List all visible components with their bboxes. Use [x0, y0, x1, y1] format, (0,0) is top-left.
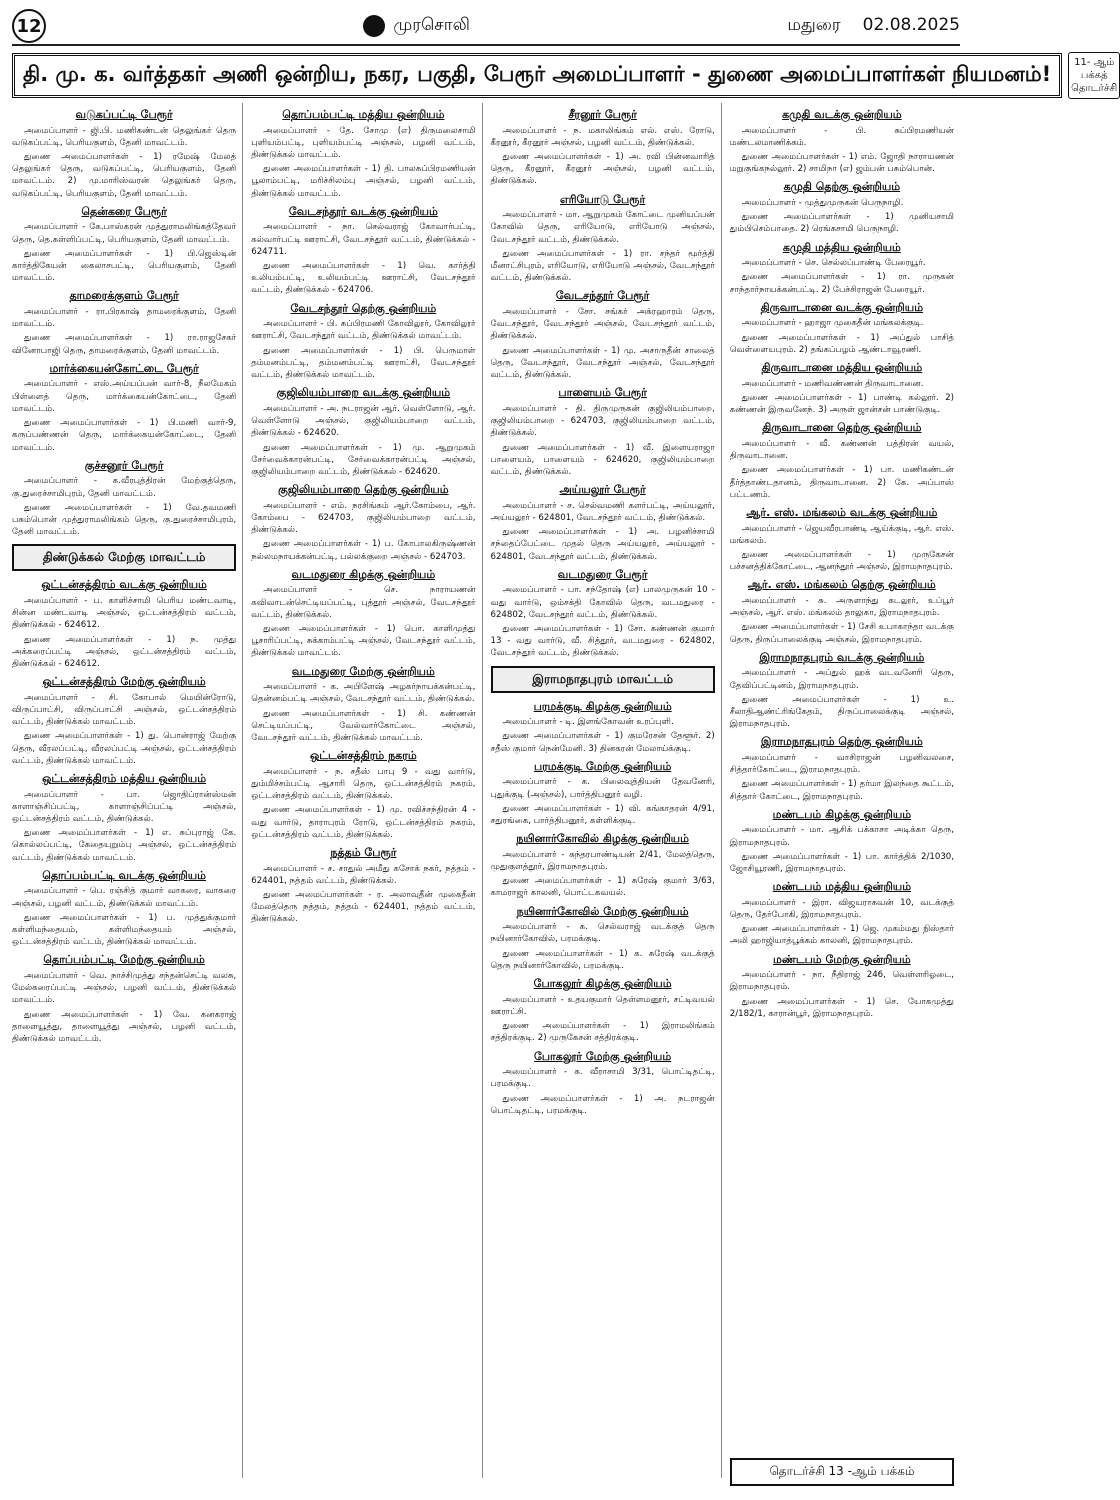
section-title: ஆர். எஸ். மங்கலம் தெற்கு ஒன்றியம்: [747, 578, 936, 592]
section-paragraph: துணை அமைப்பாளர்கள் - 1) மு. ரவிச்சந்திரன் 4 - வது வார்டு, தாராபுரம் ரோடு, ஒட்டன்சத்திரம் நகரம், ஒட்டன்சத்திரம் வட்டம், திண்டுக்கல்.: [251, 805, 476, 840]
section-title: கமுதி வடக்கு ஒன்றியம்: [782, 108, 902, 121]
section-paragraph: அமைப்பாளர் - ஜெயவீரபாண்டி ஆய்க்குடி, ஆர். எஸ். மங்கலம்.: [729, 523, 954, 546]
section-paragraph: துணை அமைப்பாளர்கள் - 1) இராமலிங்கம் சத்திரக்குடி. 2) முருகேசன் சத்திரக்குடி.: [490, 1021, 715, 1044]
section-paragraph: அமைப்பாளர் - வெ. நாச்சிமுத்து சந்தன்செட்டி வலசு, மேல்கரைப்பட்டி அஞ்சல், பழனி வட்டம், திண்டுக்கல் மாவட்டம்.: [12, 971, 237, 1006]
section-paragraph: அமைப்பாளர் - மா. ஆறுமுகம் கோட்டை முனியப்பன் கோவில் தெரு, எரியோடு, எரியோடு அஞ்சல், வேடசந்தூர் வட்டம், திண்டுக்கல்.: [490, 210, 715, 245]
section-paragraph: துணை அமைப்பாளர்கள் - 1) ந. முத்து அக்கரைப்பட்டி அஞ்சல், ஒட்டன்சத்திரம் வட்டம், திண்டுக்கல் - 624612.: [12, 634, 237, 669]
section-title: மண்டபம் மேற்கு ஒன்றியம்: [772, 952, 911, 966]
section-paragraph: துணை அமைப்பாளர்கள் - 1) து. பொன்ராஜ் மேற்கு தெரு, வீரலப்பட்டி, வீரலப்பட்டி அஞ்சல், ஒட்டன்சத்திரம் வட்டம், திண்டுக்கல் மாவட்டம்.: [12, 731, 237, 766]
section-title: தொப்பம்பட்டி மேற்கு ஒன்றியம்: [43, 953, 205, 967]
section-title: இராமநாதபுரம் வடக்கு ஒன்றியம்: [759, 650, 925, 664]
section-paragraph: அமைப்பாளர் - கே.பாஸ்கரன் முத்துராமலிங்கத்தேவர் தெரு, தெ.கள்ளிப்பட்டி, பெரியகுளம், தேனி மாவட்டம்.: [12, 222, 237, 245]
section-paragraph: அமைப்பாளர் - முத்துமுருகன் பெருநாழி.: [741, 198, 904, 209]
section-paragraph: துணை அமைப்பாளர்கள் - ர. அலாவுதீன் முகைதீன் மேலத்தெரு நத்தம், நத்தம் - 624401, நத்தம் வட்டம், திண்டுக்கல்.: [251, 890, 476, 925]
section-title: ஒட்டன்சத்திரம் நகரம்: [310, 749, 417, 763]
page-number: 12: [12, 9, 46, 43]
section-paragraph: துணை அமைப்பாளர்கள் - 1) செ. யோகமுத்து 2/182/1, காரான்பூர், இராமநாதபுரம்.: [729, 996, 954, 1019]
section-paragraph: துணை அமைப்பாளர்கள் - 1) அ. நடராஜன் பொட்டிதட்டி, பரமக்குடி.: [490, 1093, 715, 1116]
section-paragraph: துணை அமைப்பாளர்கள் - 1) உ. சீலாதிஆண்ட்ரிங்கேதம், திருப்பாலைக்குடி அஞ்சல், இராமநாதபுரம்.: [729, 694, 954, 730]
paper-name: முரசொலி: [393, 15, 470, 35]
section-paragraph: துணை அமைப்பாளர்கள் - 1) பி. பெருமாள் தம்மனம்பட்டி, தம்மனம்பட்டி ஊராட்சி, வேடசந்தூர் வட்டம், திண்டுக்கல் மாவட்டம்.: [251, 345, 476, 381]
section-title: திருவாடானை தெற்கு ஒன்றியம்: [762, 421, 922, 435]
section-paragraph: துணை அமைப்பாளர்கள் - 1) சேசி உபாகாந்தா வடக்கு தெரு, திருப்பாலைக்குடி அஞ்சல், இராமநாதபுரம்.: [729, 622, 954, 645]
section-paragraph: அமைப்பாளர் - ரா.பிரகாஷ் தாமரைக்குளம், தேனி மாவட்டம்.: [12, 307, 237, 330]
continued-to: தொடர்ச்சி 13 -ஆம் பக்கம்: [730, 1458, 954, 1486]
edition-meta: [787, 15, 960, 37]
section-title: நயினார்கோவில் மேற்கு ஒன்றியம்: [516, 904, 689, 918]
district-heading: இராமநாதபுரம் மாவட்டம்: [491, 666, 715, 693]
section-paragraph: அமைப்பாளர் - வாசிராஜன் பழனிவலசை, சித்தார்கோட்டை, இராமநாதபுரம்.: [729, 753, 954, 776]
section-paragraph: அமைப்பாளர் - செ. நாராயணன் கவிவாடன்செட்டியப்பட்டி, புத்தூர் அஞ்சல், வேடசந்தூர் வட்டம், திண்டுக்கல்.: [251, 585, 476, 620]
section-paragraph: துணை அமைப்பாளர்கள் - 1) எ. சுப்புராஜ் கே. கொல்லப்பட்டி, கேதையுறும்பு அஞ்சல், ஒட்டன்சத்திரம் வட்டம், திண்டுக்கல் மாவட்டம்.: [12, 828, 237, 863]
section-paragraph: அமைப்பாளர் - பி. சுப்பிரமணி கோவிலூர், கோவிலூர் ஊராட்சி, வேடசந்தூர் வட்டம், திண்டுக்கல் மாவட்டம்.: [251, 319, 476, 342]
date: 02.08.2025: [862, 15, 960, 35]
section-title: திருவாடானை வடக்கு ஒன்றியம்: [760, 300, 924, 314]
section-paragraph: அமைப்பாளர் - ப. காளிச்சாமி பெரிய மண்டவாடி, சின்ன மண்டவாடி அஞ்சல், ஒட்டன்சத்திரம் வட்டம், திண்டுக்கல் - 624612.: [12, 595, 237, 631]
section-paragraph: அமைப்பாளர் - நா. செல்வராஜ் கோவார்பட்டி, கல்வார்பட்டி ஊராட்சி, வேடசந்தூர் வட்டம், திண்டுக்கல் - 624711.: [251, 222, 476, 257]
section-title: வடமதுரை கிழக்கு ஒன்றியம்: [291, 567, 436, 581]
section-paragraph: அமைப்பாளர் - தே. சோமு (எ) திருமலைசாமி புளியம்பட்டி, புளியம்பட்டி அஞ்சல், பழனி வட்டம், திண்டுக்கல் மாவட்டம்.: [251, 125, 476, 161]
section-title: நயினார்கோவில் கிழக்கு ஒன்றியம்: [516, 832, 689, 846]
section-paragraph: அமைப்பாளர் - எம். நரசிங்கம் ஆர்.கோம்பை, ஆர். கோம்பை - 624703, குஜிலியம்பாறை வட்டம், திண்டுக்கல்.: [251, 500, 476, 536]
section-paragraph: அமைப்பாளர் - ச. சாதுல் அமீது கசோக் நகர், நத்தம் - 624401, நத்தம் வட்டம், திண்டுக்கல்.: [251, 863, 476, 886]
section-title: வடமதுரை பேரூர்: [557, 567, 648, 581]
section-paragraph: துணை அமைப்பாளர்கள் - 1) ரா. சந்தர் மூர்த்தி மீனாட்சிபுரம், எரியோடு, எரியோடு அஞ்சல், வேடசந்தூர் வட்டம், திண்டுக்கல்.: [490, 248, 715, 284]
section-title: திருவாடானை மத்திய ஒன்றியம்: [761, 361, 923, 375]
section-paragraph: அமைப்பாளர் - க. செல்வராஜ் வடக்குத் தெரு நயினார்கோவில், பரமக்குடி.: [490, 922, 715, 945]
section-title: குச்சனூர் பேரூர்: [84, 458, 164, 472]
section-paragraph: துணை அமைப்பாளர்கள் - 1) மு. அசாருதீன் சாலைத் தெரு, வேடசந்தூர், வேடசந்தூர் அஞ்சல், வேடசந்தூர் வட்டம், திண்டுக்கல்.: [490, 345, 715, 381]
section-title: மார்க்கையன்கோட்டை பேரூர்: [49, 361, 199, 375]
section-paragraph: துணை அமைப்பாளர்கள் - 1) முனியசாமி தும்பிசெம்பாதை. 2) ரெங்கசாமி பெருநாழி.: [729, 212, 954, 235]
section-paragraph: துணை அமைப்பாளர்கள் - 1) அ. பழனிச்சாமி சந்தைப்பேட்டை முதல் தெரு அய்யலூர், அய்யலூர் - 624801, வேடசந்தூர் வட்டம், திண்டுக்கல்.: [490, 527, 715, 562]
section-paragraph: துணை அமைப்பாளர்கள் - 1) முருகேசன் பச்சனத்திக்கோட்டை, ஆனந்தூர் அஞ்சல், இராமநாதபுரம்.: [729, 549, 954, 573]
section-title: இராமநாதபுரம் தெற்கு ஒன்றியம்: [760, 735, 923, 749]
section-paragraph: துணை அமைப்பாளர்கள் - 1) மு. ஆறுமுகம் சேர்வைக்காரன்பட்டி, சேர்வைக்காரன்பட்டி அஞ்சல், குஜிலியம்பாறை வட்டம், திண்டுக்கல் - 624620.: [251, 442, 476, 477]
headline-row: [12, 52, 1118, 99]
section-paragraph: துணை அமைப்பாளர்கள் - 1) சோ. கண்ணன் குமார் 13 - வது வார்டு, வீ. சித்தூர், வடமதுரை - 624802, வேடசந்தூர் வட்டம், திண்டுக்கல்.: [490, 623, 715, 659]
column-4: [730, 103, 960, 1478]
section-paragraph: அமைப்பாளர் - பெ. ரஞ்சித் குமார் வாகரை, வாகரை அஞ்சல், பழனி வட்டம், திண்டுக்கல் மாவட்டம்.: [12, 886, 237, 909]
section-title: குஜிலியம்பாறை தெற்கு ஒன்றியம்: [278, 483, 449, 497]
section-paragraph: அமைப்பாளர் - சு. அருளாந்து கடலூர், உப்பூர் அஞ்சல், ஆர். எஸ். மங்கலம் தாலுகா, இராமநாதபுரம்.: [729, 595, 954, 619]
brand: [46, 15, 787, 37]
section-paragraph: துணை அமைப்பாளர்கள் - 1) அ. ரவி பின்னவாரித் தெரு, கீரனூர், கீரனூர் அஞ்சல், பழனி வட்டம், திண்டுக்கல்.: [490, 152, 715, 187]
masthead: [12, 8, 960, 46]
section-paragraph: அமைப்பாளர் - டி. இளங்கோவன் உரப்புளி.: [502, 717, 674, 728]
section-paragraph: துணை அமைப்பாளர்கள் - 1) பி.மணி வார்-9, கருப்பண்ணன் தெரு, மார்க்கையன்கோட்டை, தேனி மாவட்டம்.: [12, 418, 237, 453]
section-title: ஒட்டன்சத்திரம் வடக்கு ஒன்றியம்: [41, 578, 207, 592]
section-paragraph: துணை அமைப்பாளர்கள் - 1) அப்துல் பாசித் வெள்ளையபுரம். 2) தங்கப்பழம் ஆண்டாவூரணி.: [729, 332, 954, 355]
section-paragraph: அமைப்பாளர் - செ. செல்லப்பாண்டி பேரையூர்.: [741, 258, 926, 269]
section-title: வேடசந்தூர் தெற்கு ஒன்றியம்: [290, 301, 437, 315]
section-title: மண்டபம் கிழக்கு ஒன்றியம்: [772, 807, 912, 821]
section-paragraph: அமைப்பாளர் - அ. நடராஜன் ஆர். வெள்ளோடு, ஆர். வெள்ளோடு அஞ்சல், குஜிலியம்பாறை வட்டம், திண்டுக்கல் - 624620.: [251, 403, 476, 439]
section-title: குஜிலியம்பாறை வடக்கு ஒன்றியம்: [276, 386, 451, 400]
section-paragraph: அமைப்பாளர் - க. அபிளேஷ் அழகர்நாயக்கன்பட்டி, தென்னம்பட்டி அஞ்சல், வேடசந்தூர் வட்டம், திண்டுக்கல்.: [251, 682, 476, 705]
section-title: போகலூர் மேற்கு ஒன்றியம்: [534, 1049, 672, 1063]
section-paragraph: அமைப்பாளர் - ஜி.பி. மணிகண்டன் தெலுங்கர் தெரு வடுகப்பட்டி, பெரியகுளம், தேனி மாவட்டம்.: [12, 125, 237, 148]
section-paragraph: அமைப்பாளர் - அப்துல் ஹக் வடவனேரி தெரு, தேவிப்பட்டினம், இராமநாதபுரம்.: [729, 668, 954, 691]
section-paragraph: துணை அமைப்பாளர்கள் - 1) வீ. இளையராஜா பாளையம், பாளையம் - 624620, குஜிலியம்பாறை வட்டம், திண்டுக்கல்.: [490, 442, 715, 477]
newspaper-logo-icon: [363, 15, 385, 37]
section-title: தொப்பம்பட்டி வடக்கு ஒன்றியம்: [42, 868, 206, 882]
section-paragraph: துணை அமைப்பாளர்கள் - 1) பாண்டி கல்லூர். 2) கண்ணன் இருவனேந். 3) அருள் ஜான்சன் பாண்டுகுடி.: [729, 392, 954, 416]
section-title: கமுதி மத்திய ஒன்றியம்: [782, 240, 901, 254]
section-paragraph: துணை அமைப்பாளர்கள் - 1) ரா.ராஜசேகர் வினோபாஜி தெரு, தாமரைக்குளம், தேனி மாவட்டம்.: [12, 333, 237, 356]
section-title: வடமதுரை மேற்கு ஒன்றியம்: [291, 664, 435, 678]
section-paragraph: துணை அமைப்பாளர்கள் - 1) க. சுரேஷ் வடக்குத் தெரு நயினார்கோவில், பரமக்குடி.: [490, 948, 715, 971]
section-title: ஒட்டன்சத்திரம் மேற்கு ஒன்றியம்: [42, 675, 206, 689]
section-title: பரமக்குடி கிழக்கு ஒன்றியம்: [533, 699, 672, 713]
section-paragraph: அமைப்பாளர் - நா. நீதிராஜ் 246, வெள்ளரிஓடை, இராமநாதபுரம்.: [729, 970, 954, 993]
section-title: ஒட்டன்சத்திரம் மத்திய ஒன்றியம்: [42, 772, 207, 786]
section-paragraph: துணை அமைப்பாளர்கள் - 1) பொ. காளிமுத்து பூசாரிப்பட்டி, சுக்காம்பட்டி அஞ்சல், வேடசந்தூர் வட்டம், திண்டுக்கல் மாவட்டம்.: [251, 623, 476, 659]
section-title: கமுதி தெற்கு ஒன்றியம்: [783, 180, 901, 194]
section-paragraph: துணை அமைப்பாளர்கள் - 1) வெ. கார்த்தி உலியம்பட்டி, உலியம்பட்டி ஊராட்சி, வேடசந்தூர் வட்டம், திண்டுக்கல் - 624706.: [251, 261, 476, 296]
section-paragraph: அமைப்பாளர் - க. பிலைவுத்தியன் தேவனேரி, புதுக்குடி (அஞ்சல்), பார்த்திபனூர் வழி.: [490, 777, 715, 800]
headline: தி. மு. க. வர்த்தகர் அணி ஒன்றிய, நகர, பகுதி, பேரூர் அமைப்பாளர் - துணை அமைப்பாளர்கள் நியமனம்!: [12, 53, 1062, 98]
section-title: பாளையம் பேரூர்: [558, 386, 647, 400]
section-title: போகலூர் கிழக்கு ஒன்றியம்: [533, 977, 672, 991]
section-paragraph: அமைப்பாளர் - ச. செல்வமணி களர்பட்டி, அய்யலூர், அய்யலூர் - 624801, வேடசந்தூர் வட்டம், திண்டுக்கல்.: [490, 500, 715, 523]
section-title: நத்தம் பேரூர்: [330, 846, 397, 860]
section-paragraph: அமைப்பாளர் - பி. சுப்பிரமணியன் மண்டலமாணிக்கம்.: [729, 125, 954, 148]
section-paragraph: துணை அமைப்பாளர்கள் - 1) பா. மணிகண்டன் தீர்த்தாண்டதானம், திருவாடானை. 2) கே. அப்பாஸ் பட்டணம்.: [729, 465, 954, 500]
column-3: [491, 103, 722, 1478]
section-paragraph: அமைப்பாளர் - க.வீரபுத்திரன் மேற்குத்தெரு, கு.துரைச்சாமிபுரம், தேனி மாவட்டம்.: [12, 476, 237, 499]
section-paragraph: அமைப்பாளர் - எஸ்.அய்யப்பன் வார்-8, நீலமேகம் பிள்ளைத் தெரு, மார்க்கையன்கோட்டை, தேனி மாவட்டம்.: [12, 379, 237, 414]
continued-from: 11- ஆம் பக்கத் தொடர்ச்சி: [1068, 52, 1120, 99]
district-heading: திண்டுக்கல் மேற்கு மாவட்டம்: [12, 544, 236, 571]
section-paragraph: துணை அமைப்பாளர்கள் - 1) ஜெ. முகம்மது நிஸ்தார் அலி ஹாஜியாத்பூக்கம் காலனி, இராமநாதபுரம்.: [729, 924, 954, 947]
section-paragraph: துணை அமைப்பாளர்கள் - 1) ரமேஷ் மேலத் தெலுங்கர் தெரு, வடுகப்பட்டி, பெரியகுளம், தேனி மாவட்டம். 2) மு.மாரிஸ்வரன் தெலுங்கர் தெரு, வடுகப்பட்டி, பெரியகுளம், தேனி மாவட்டம்.: [12, 152, 237, 199]
section-paragraph: அமைப்பாளர் - ஹாஜா முகைதீன் மங்கலக்குடி.: [741, 318, 924, 329]
section-paragraph: அமைப்பாளர் - வீ. கண்ணன் பத்திரன் வயல், திருவாடானை.: [729, 438, 954, 462]
section-paragraph: அமைப்பாளர் - மா. ஆசிக் பக்காசா அடிக்கா தெரு, இராமநாதபுரம்.: [729, 825, 954, 848]
section-paragraph: துணை அமைப்பாளர்கள் - 1) ரா. முருகன் சாந்தார்நாயக்கன்பட்டி. 2) பேச்சிராஜன் பேரையூர்.: [729, 272, 954, 295]
section-title: அய்யலூர் பேரூர்: [559, 483, 646, 497]
section-paragraph: அமைப்பாளர் - பா. ஜொதிப்ரான்ஸ்மன் காளாஞ்சிப்பட்டி, காளாஞ்சிப்பட்டி அஞ்சல், ஒட்டன்சத்திரம் வட்டம், திண்டுக்கல்.: [12, 789, 237, 825]
section-title: வேடசந்தூர் பேரூர்: [555, 289, 650, 303]
section-paragraph: துணை அமைப்பாளர்கள் - 1) ப. முத்துக்குமார் கள்ளிமந்தையம், கள்ளிமந்தையம் அஞ்சல், ஒட்டன்சத்திரம் வட்டம், திண்டுக்கல் மாவட்டம்.: [12, 912, 237, 948]
columns: [12, 103, 960, 1478]
section-paragraph: அமைப்பாளர் - ந. சதீஸ் பாபு 9 - வது வார்டு, தும்மிச்சம்பட்டி ஆசாரி தெரு, ஒட்டன்சத்திரம் நகரம், ஒட்டன்சத்திரம் வட்டம், திண்டுக்கல்.: [251, 766, 476, 802]
section-paragraph: துணை அமைப்பாளர்கள் - 1) தி. பாலசுப்பிரமணியன் பூலாம்பட்டி, மரிச்சிலம்பு அஞ்சல், பழனி வட்டம், திண்டுக்கல் மாவட்டம்.: [251, 164, 476, 199]
section-paragraph: அமைப்பாளர் - சோ. சங்கர் அக்ரஹாரம் தெரு, வேடசந்தூர், வேடசந்தூர் அஞ்சல், வேடசந்தூர் வட்டம், திண்டுக்கல்.: [490, 307, 715, 342]
section-title: சீரனூர் பேரூர்: [568, 108, 637, 121]
section-paragraph: அமைப்பாளர் - பா. சந்தோஷ் (எ) பாலமுருகன் 10 - வது வார்டு, ஒம்சக்தி கோவில் தெரு, வடமதுரை - 624802, வேடசந்தூர் வட்டம், திண்டுக்கல்.: [490, 585, 715, 620]
section-paragraph: துணை அமைப்பாளர்கள் - 1) ப. கோபாலகிருஷ்ணன் நல்லமநாயக்கன்பட்டி, பல்லக்குறை அஞ்சல் - 624703.: [251, 539, 476, 562]
section-paragraph: அமைப்பாளர் - மணிவண்ணன் திருவாடானை.: [741, 378, 924, 389]
section-title: வேடசந்தூர் வடக்கு ஒன்றியம்: [288, 204, 438, 218]
section-paragraph: அமைப்பாளர் - உதயகுமார் தெள்ளமனூர், சட்டிவயல் ஊராட்சி.: [490, 994, 715, 1017]
section-paragraph: துணை அமைப்பாளர்கள் - 1) தர்மா இலந்தை கூட்டம், சித்தார் கோட்டை, இராமநாதபுரம்.: [729, 779, 954, 802]
section-paragraph: அமைப்பாளர் - இரா. விஜயராகவன் 10, வடக்குத் தெரு, தேர்போகி, இராமநாதபுரம்.: [729, 897, 954, 921]
section-paragraph: அமைப்பாளர் - தி. திருமுருகன் குஜிலியம்பாறை, குஜிலியம்பாறை - 624703, குஜிலியம்பாறை வட்டம், திண்டுக்கல்.: [490, 403, 715, 439]
section-paragraph: அமைப்பாளர் - சி. கோபால் மெயின்ரோடு, விருப்பாட்சி, விருப்பாட்சி அஞ்சல், ஒட்டன்சத்திரம் வட்டம், திண்டுக்கல் மாவட்டம்.: [12, 692, 237, 728]
section-paragraph: துணை அமைப்பாளர்கள் - 1) சுரேஷ் குமார் 3/63, காமராஜர் காலனி, பொட்டகவயல்.: [490, 876, 715, 899]
section-paragraph: அமைப்பாளர் - சுந்தரபாண்டியன் 2/41, மேலத்தெரு, முதுகுளத்தூர், இராமநாதபுரம்.: [490, 849, 715, 873]
section-title: தென்கரை பேரூர்: [81, 204, 167, 218]
section-paragraph: துணை அமைப்பாளர்கள் - 1) பா. கார்த்திக் 2/1030, ஜோசியூரணி, இராமநாதபுரம்.: [729, 851, 954, 875]
section-paragraph: அமைப்பாளர் - ந. மகாலிங்கம் எல். எஸ். ரோடு, கீரனூர், கீரனூர் அஞ்சல், பழனி வட்டம், திண்டுக்கல்.: [490, 125, 715, 148]
section-paragraph: துணை அமைப்பாளர்கள் - 1) குமரேசன் தேளூர். 2) சதீஸ் குமார் நென்மேனி. 3) தினகரன் மேலாய்க்குடி.: [490, 731, 715, 754]
section-title: பரமக்குடி மேற்கு ஒன்றியம்: [533, 759, 672, 773]
section-title: ஆர். எஸ். மங்கலம் வடக்கு ஒன்றியம்: [746, 505, 938, 519]
section-paragraph: துணை அமைப்பாளர்கள் - 1) பி.ஜெஸ்டின் கார்த்திகேயன் கைலாசபட்டி, பெரியகுளம், தேனி மாவட்டம்.: [12, 248, 237, 284]
section-paragraph: துணை அமைப்பாளர்கள் - 1) சி. கண்ணன் செட்டியப்பட்டி, வேல்வார்கோட்டை அஞ்சல், வேடசந்தூர் வட்டம், திண்டுக்கல் மாவட்டம்.: [251, 708, 476, 743]
section-title: தொப்பம்பட்டி மத்திய ஒன்றியம்: [282, 108, 445, 121]
section-paragraph: துணை அமைப்பாளர்கள் - 1) வே.தவமணி பசும்பொன் முத்துராமலிங்கம் தெரு, கு.துரைச்சாமிபுரம், தேனி மாவட்டம்.: [12, 502, 237, 538]
section-title: மண்டபம் மத்திய ஒன்றியம்: [772, 880, 912, 894]
section-paragraph: துணை அமைப்பாளர்கள் - 1) வி. கங்காதரன் 4/91, சதுரங்கை, பார்த்திபனூர், கள்ளிக்குடி.: [490, 803, 715, 827]
section-paragraph: துணை அமைப்பாளர்கள் - 1) வே. கனகராஜ் தாளையூத்து, தாளையூத்து அஞ்சல், பழனி வட்டம், திண்டுக்கல் மாவட்டம்.: [12, 1009, 237, 1045]
section-title: தாமரைக்குளம் பேரூர்: [69, 289, 179, 303]
column-1: [12, 103, 243, 1478]
section-title: எரியோடு பேரூர்: [560, 192, 646, 206]
city: மதுரை: [787, 15, 841, 35]
column-2: [251, 103, 482, 1478]
section-paragraph: அமைப்பாளர் - க. வீராசாமி 3/31, பொட்டிதட்டி, பரமக்குடி.: [490, 1067, 715, 1090]
section-title: வடுகப்பட்டி பேரூர்: [75, 108, 173, 121]
section-paragraph: துணை அமைப்பாளர்கள் - 1) எம். ஜோதி நாராயணன் மறுகுங்கநல்லூர். 2) சாமிநா (எ) ஜம்பன் பசும்பொன்.: [729, 152, 954, 175]
